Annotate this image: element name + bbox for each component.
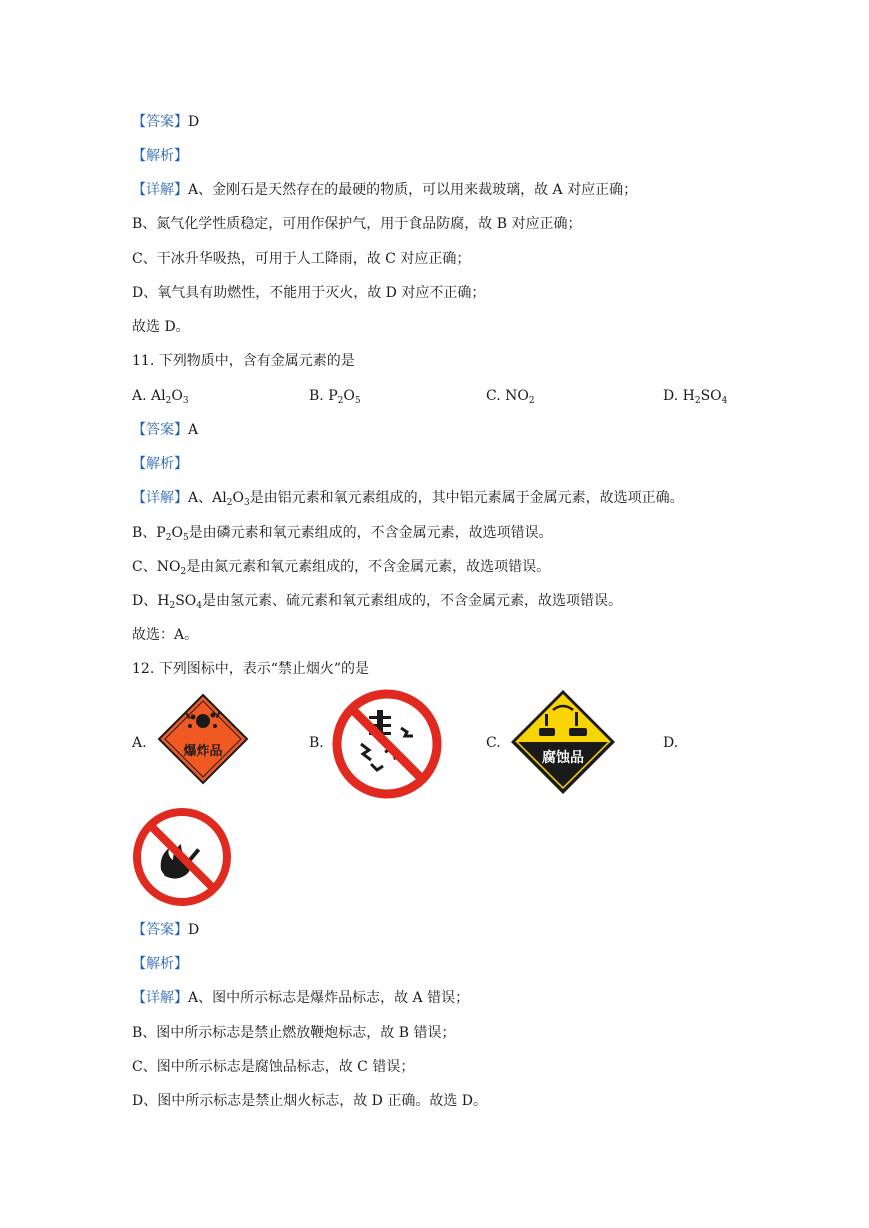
q12-detail-c: C、图中所示标志是腐蚀品标志，故 C 错误； xyxy=(132,1059,415,1075)
q11-option-c: C. $NO_2$ xyxy=(486,388,535,406)
detail-line-c: C、干冰升华吸热，可用于人工降雨，故 C 对应正确； xyxy=(132,251,471,267)
detail-tag: 【详解】 xyxy=(132,990,188,1006)
answer-tag: 【答案】 xyxy=(132,114,188,130)
q11-option-d: D. $H_2SO_4$ xyxy=(663,388,728,406)
q11-analysis-line xyxy=(132,454,188,474)
answer-tag: 【答案】 xyxy=(132,422,188,438)
question-12: 12. 下列图标中，表示“禁止烟火”的是 xyxy=(132,661,370,677)
q12-detail-b: B、图中所示标志是禁止燃放鞭炮标志，故 B 错误； xyxy=(132,1025,456,1041)
detail-line-a xyxy=(132,180,637,200)
q11-detail-b: B、$P_2O_5$是由磷元素和氧元素组成的，不含金属元素，故选项错误。 xyxy=(132,525,553,543)
explosive-sign-text: 爆炸品 xyxy=(183,744,223,759)
q11-option-b: B. $P_2O_5$ xyxy=(309,388,361,406)
answer-value: D xyxy=(188,114,200,130)
no-fire-sign-icon xyxy=(131,806,233,908)
q12-option-d-label: D. xyxy=(663,735,679,751)
q11-detail-a: 【详解】A、$Al_2O_3$是由铝元素和氧元素组成的，其中铝元素属于金属元素，故选项正确。 xyxy=(132,490,684,508)
analysis-tag: 【解析】 xyxy=(132,956,188,972)
q12-option-c-label: C. xyxy=(486,735,501,751)
corrosive-sign-icon xyxy=(509,688,617,796)
q12-detail-d: D、图中所示标志是禁止烟火标志，故 D 正确。故选 D。 xyxy=(132,1093,488,1109)
conclusion-line: 故选 D。 xyxy=(132,319,190,335)
answer-line xyxy=(132,112,199,132)
detail-tag: 【详解】 xyxy=(132,490,188,506)
q12-analysis-line xyxy=(132,954,188,974)
q12-option-b-label: B. xyxy=(309,735,324,751)
q11-detail-c: C、$NO_2$是由氮元素和氧元素组成的，不含金属元素，故选项错误。 xyxy=(132,559,551,577)
answer-value: A xyxy=(188,422,199,438)
corrosive-sign-text: 腐蚀品 xyxy=(542,750,584,766)
q11-conclusion: 故选：A。 xyxy=(132,627,199,643)
detail-line-b: B、氮气化学性质稳定，可用作保护气，用于食品防腐，故 B 对应正确； xyxy=(132,216,582,232)
detail-text: A、金刚石是天然存在的最硬的物质，可以用来裁玻璃，故 A 对应正确； xyxy=(188,182,638,198)
explosive-sign-icon xyxy=(157,693,249,785)
no-firecrackers-sign-icon xyxy=(331,688,443,800)
question-11: 11. 下列物质中，含有金属元素的是 xyxy=(132,353,355,369)
q12-detail-a xyxy=(132,988,469,1008)
q11-answer-line xyxy=(132,420,198,440)
analysis-tag: 【解析】 xyxy=(132,456,188,472)
q11-detail-d: D、$H_2SO_4$是由氢元素、硫元素和氧元素组成的，不含金属元素，故选项错误。 xyxy=(132,593,622,611)
analysis-line xyxy=(132,146,188,166)
q11-option-a: A. $Al_2O_3$ xyxy=(132,388,189,406)
answer-value: D xyxy=(188,922,200,938)
detail-line-d: D、氧气具有助燃性，不能用于灭火，故 D 对应不正确； xyxy=(132,285,486,301)
q12-answer-line xyxy=(132,920,199,940)
answer-tag: 【答案】 xyxy=(132,922,188,938)
detail-tag: 【详解】 xyxy=(132,182,188,198)
detail-text: A、图中所示标志是爆炸品标志，故 A 错误； xyxy=(188,990,470,1006)
q12-option-a-label: A. xyxy=(132,735,147,751)
analysis-tag: 【解析】 xyxy=(132,148,188,164)
